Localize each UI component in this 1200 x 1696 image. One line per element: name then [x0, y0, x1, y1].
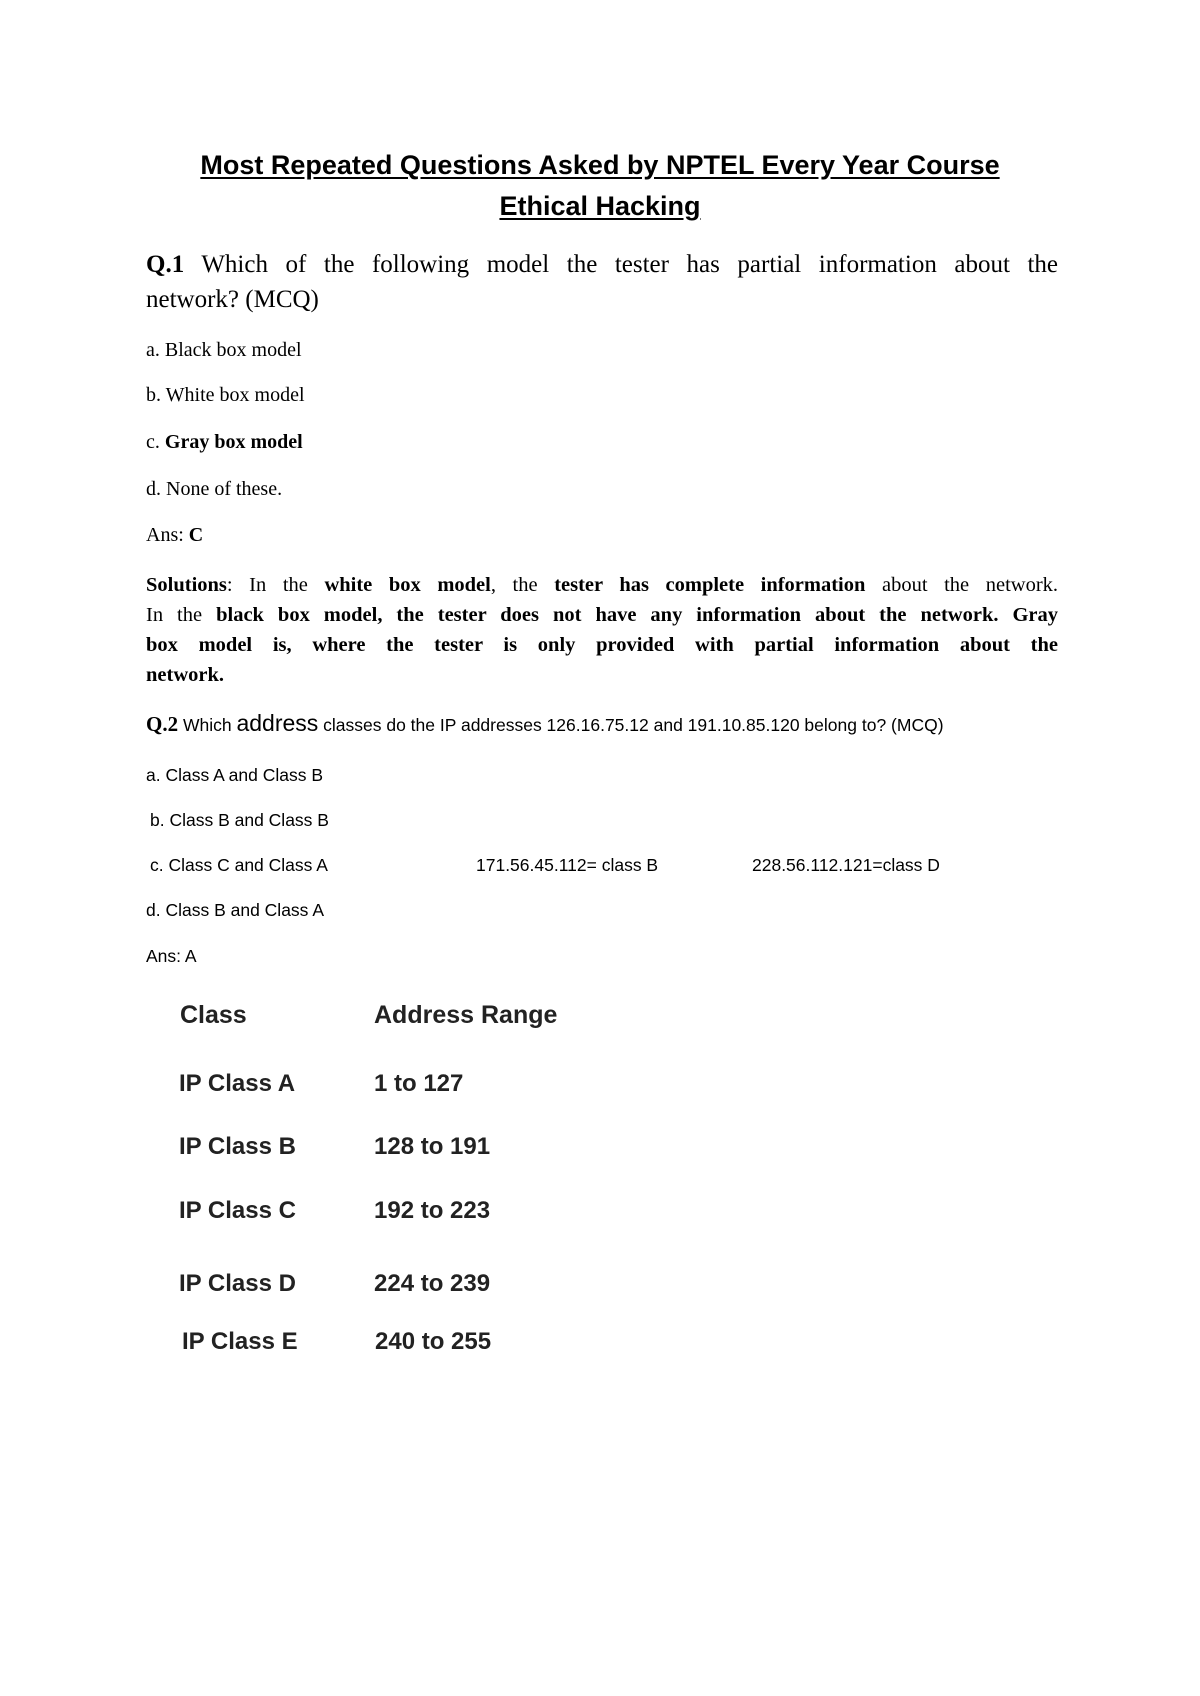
q1-option-a: a. Black box model [146, 339, 302, 361]
document-subtitle: Ethical Hacking [499, 191, 701, 221]
table-row-range: 128 to 191 [374, 1133, 491, 1160]
q2-option-a: a. Class A and Class B [146, 765, 324, 785]
table-header-address-range: Address Range [374, 1001, 558, 1029]
q1-answer [146, 524, 203, 547]
q1-option-d: d. None of these. [146, 478, 283, 500]
solution-text: In the [146, 604, 217, 626]
q1-option-c-text: Gray box model [164, 431, 303, 453]
q1-answer-label: Ans: [146, 524, 189, 546]
question-2 [146, 710, 944, 737]
question-2-text-large: address [236, 710, 319, 736]
table-row-class: IP Class C [179, 1197, 296, 1224]
question-2-text: classes do the IP addresses 126.16.75.12 and 191.10.85.120 belong to? (MCQ) [318, 715, 944, 735]
solution-text: : In the [226, 574, 325, 596]
question-1-text-line1: Which of the following model the tester has partial information about the [201, 251, 1058, 278]
solution-text: , the [490, 574, 555, 596]
solution-label: Solutions [146, 574, 227, 596]
question-1-line1 [146, 247, 1058, 282]
solution-text: about the network. [865, 574, 1059, 596]
table-row-class: IP Class B [179, 1133, 296, 1160]
question-2-text: Which [178, 715, 237, 735]
q2-option-c: c. Class C and Class A [150, 855, 328, 875]
question-2-number: Q.2 [146, 712, 179, 736]
table-row-range: 192 to 223 [374, 1197, 491, 1224]
solution-bold: network. [146, 664, 225, 686]
question-1-text-line2: network? (MCQ) [146, 286, 319, 313]
table-row-range: 224 to 239 [374, 1270, 491, 1297]
table-row-class: IP Class D [179, 1270, 296, 1297]
q1-answer-value: C [188, 524, 204, 546]
solution-bold: box model is, where the tester is only provided with partial information about the [146, 634, 1058, 656]
q2-option-b: b. Class B and Class B [150, 810, 329, 830]
table-row-range: 1 to 127 [374, 1070, 464, 1097]
q1-option-c-prefix: c. [146, 431, 165, 453]
solution-line-1 [146, 570, 1058, 600]
solution-bold: white box model [324, 574, 491, 596]
q1-option-b: b. White box model [146, 384, 305, 406]
solution-line-4 [146, 660, 1058, 690]
q1-option-c [146, 431, 303, 454]
q2-note-class-d: 228.56.112.121=class D [752, 855, 940, 875]
document-title: Most Repeated Questions Asked by NPTEL Every Year Course [200, 150, 1000, 180]
table-row-class: IP Class A [179, 1070, 296, 1097]
table-row-range: 240 to 255 [375, 1328, 492, 1355]
q2-answer: Ans: A [146, 946, 197, 966]
table-row-class: IP Class E [182, 1328, 298, 1355]
table-header-class: Class [180, 1001, 247, 1029]
q2-note-class-b: 171.56.45.112= class B [476, 855, 659, 875]
solution-bold: black box model, the tester does not have any information about the network. Gray [216, 604, 1059, 626]
question-1-number: Q.1 [146, 251, 185, 278]
q1-solution [146, 570, 1058, 690]
solution-line-2 [146, 600, 1058, 630]
q2-option-d: d. Class B and Class A [146, 900, 324, 920]
question-1 [146, 247, 1058, 317]
solution-line-3 [146, 630, 1058, 660]
solution-bold: tester has complete information [554, 574, 866, 596]
